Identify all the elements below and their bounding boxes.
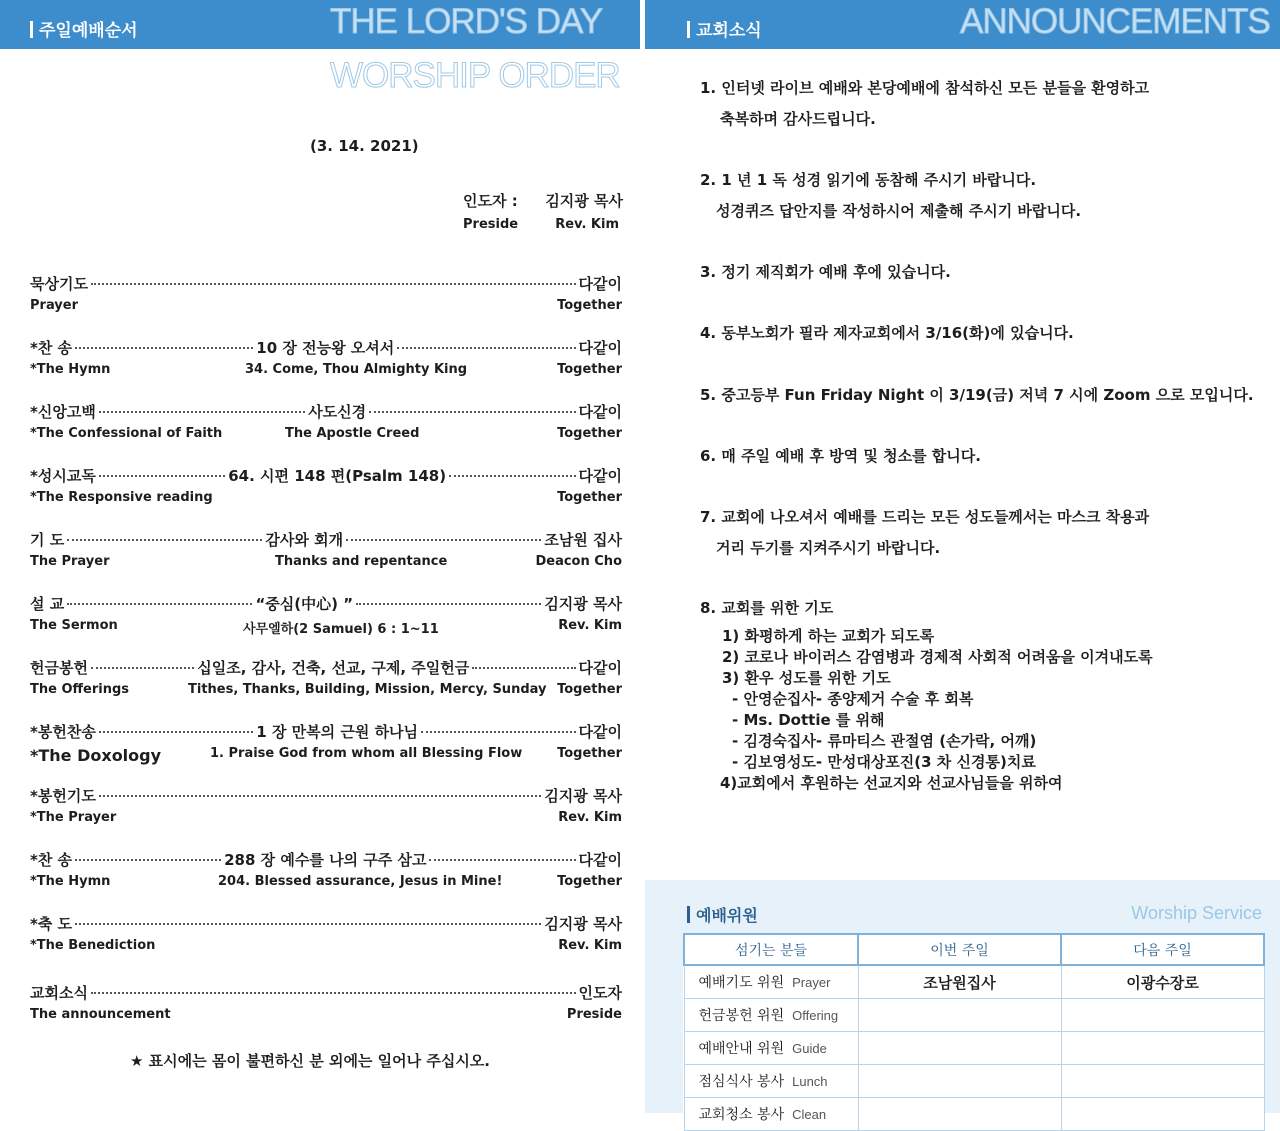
order-item-leader: 다같이 bbox=[578, 403, 623, 421]
prayer-item: 2) 코로나 바이러스 감염병과 경제적 사회적 어려움을 이겨내도록 bbox=[722, 648, 1153, 666]
this-week-cell bbox=[858, 1065, 1061, 1098]
next-week-cell bbox=[1061, 1098, 1264, 1131]
dot-leader bbox=[99, 475, 225, 477]
order-item-title: 설 교 bbox=[30, 595, 65, 613]
order-item-title-en: *The Hymn bbox=[30, 874, 111, 889]
order-item-leader: 김지광 목사 bbox=[544, 915, 622, 933]
dot-leader bbox=[99, 795, 542, 797]
role-name-en: Offering bbox=[792, 1008, 839, 1023]
order-item-leader-en: Together bbox=[557, 682, 622, 697]
order-item-title: 기 도 bbox=[30, 531, 65, 549]
order-item bbox=[30, 982, 622, 1028]
preside-block bbox=[463, 190, 623, 232]
order-item-center: 10 장 전능왕 오셔서 bbox=[256, 339, 395, 357]
header-label: 주일예배순서 bbox=[30, 16, 138, 41]
dot-leader bbox=[356, 603, 541, 605]
order-item bbox=[30, 913, 622, 959]
announcements-page bbox=[645, 0, 1280, 1123]
order-item-title: *축 도 bbox=[30, 915, 73, 933]
order-item-leader: 다같이 bbox=[578, 467, 622, 485]
order-item-title-en: The Offerings bbox=[30, 682, 130, 697]
order-item bbox=[30, 337, 622, 383]
prayer-item: 3) 환우 성도를 위한 기도 bbox=[722, 669, 891, 687]
order-item-leader: 김지광 목사 bbox=[544, 787, 622, 805]
order-item-center: 64. 시편 148 편(Psalm 148) bbox=[228, 467, 447, 485]
lords-day-title: THE LORD'S DAY bbox=[330, 2, 603, 41]
announcement-text-cont: 성경퀴즈 답안지를 작성하시어 제출해 주시기 바랍니다. bbox=[716, 202, 1082, 220]
order-item bbox=[30, 785, 622, 831]
role-name: 예배안내 위원 bbox=[698, 1041, 785, 1057]
order-item-leader-en: Together bbox=[557, 746, 622, 761]
order-item-title: *찬 송 bbox=[30, 851, 73, 869]
preside-name: 김지광 목사 bbox=[545, 192, 623, 210]
role-name: 교회청소 봉사 bbox=[698, 1107, 785, 1123]
announcement-item bbox=[700, 441, 981, 472]
table-row bbox=[684, 1032, 1264, 1065]
order-item-center: 십일조, 감사, 건축, 선교, 구제, 주일헌금 bbox=[197, 659, 470, 677]
dot-leader bbox=[75, 859, 221, 861]
worship-service-panel bbox=[645, 880, 1280, 1123]
order-item-title-en: *The Doxology bbox=[30, 746, 162, 765]
announcement-text: 4. 동부노회가 필라 제자교회에서 3/16(화)에 있습니다. bbox=[700, 324, 1074, 342]
announcement-item bbox=[700, 502, 1149, 564]
order-item bbox=[30, 465, 622, 511]
order-item-leader-en: Rev. Kim bbox=[558, 938, 622, 953]
announcement-text: 8. 교회를 위한 기도 bbox=[700, 599, 834, 617]
order-item-title: *봉헌찬송 bbox=[30, 723, 96, 741]
order-item-title: *성시교독 bbox=[30, 467, 96, 485]
order-item-title-en: *The Prayer bbox=[30, 810, 117, 825]
standing-notice: ★ 표시에는 몸이 불편하신 분 외에는 일어나 주십시오. bbox=[130, 1052, 490, 1070]
order-item bbox=[30, 529, 622, 575]
service-date: (3. 14. 2021) bbox=[310, 137, 419, 155]
order-item bbox=[30, 849, 622, 895]
preside-label-en: Preside bbox=[463, 217, 519, 232]
order-item-leader-en: Together bbox=[557, 426, 622, 441]
announcement-item bbox=[700, 73, 1149, 135]
order-item-title: 묵상기도 bbox=[30, 275, 88, 293]
dot-leader bbox=[67, 539, 262, 541]
order-item-center: 감사와 회개 bbox=[265, 531, 344, 549]
this-week-cell: 조남원집사 bbox=[858, 965, 1061, 999]
announcement-item bbox=[700, 165, 1081, 227]
worship-order-page bbox=[0, 0, 645, 1113]
prayer-item: - 김보영성도- 만성대상포진(3 차 신경통)치료 bbox=[732, 753, 1036, 771]
announcement-text: 6. 매 주일 예배 후 방역 및 청소를 합니다. bbox=[700, 447, 981, 465]
announcement-text: 5. 중고등부 Fun Friday Night 이 3/19(금) 저녁 7 시에 Zoom 으로 모입니다. bbox=[700, 386, 1254, 404]
dot-leader bbox=[397, 347, 575, 349]
role-name-en: Prayer bbox=[792, 975, 831, 990]
dot-leader bbox=[91, 283, 576, 285]
prayer-list bbox=[722, 626, 1153, 794]
worship-service-table bbox=[683, 933, 1265, 1131]
header-label: 교회소식 bbox=[687, 16, 762, 41]
dot-leader bbox=[421, 731, 575, 733]
order-item-leader: 다같이 bbox=[578, 723, 623, 741]
order-item bbox=[30, 721, 622, 767]
order-item-leader-en: Together bbox=[557, 298, 622, 313]
order-item-center-en: The Apostle Creed bbox=[285, 426, 420, 441]
this-week-cell bbox=[858, 1032, 1061, 1065]
order-item-leader: 인도자 bbox=[578, 984, 622, 1002]
role-name-en: Clean bbox=[792, 1107, 827, 1122]
role-name: 예배기도 위원 bbox=[698, 975, 785, 991]
announcements-title: ANNOUNCEMENTS bbox=[960, 2, 1270, 41]
this-week-cell bbox=[858, 1098, 1061, 1131]
dot-leader bbox=[449, 475, 575, 477]
order-item-leader-en: Together bbox=[557, 490, 622, 505]
table-row bbox=[684, 1098, 1264, 1131]
col-header: 다음 주일 bbox=[1061, 934, 1264, 965]
table-row bbox=[684, 999, 1264, 1032]
order-item-leader: 조남원 집사 bbox=[544, 531, 623, 549]
order-item-leader-en: Rev. Kim bbox=[558, 618, 622, 633]
role-name: 헌금봉헌 위원 bbox=[698, 1008, 785, 1024]
order-item-title-en: *The Confessional of Faith bbox=[30, 426, 223, 441]
order-item-title-en: Prayer bbox=[30, 298, 79, 313]
order-item-leader-en: Together bbox=[557, 362, 622, 377]
role-cell bbox=[684, 965, 858, 999]
order-item-leader-en: Preside bbox=[566, 1007, 622, 1022]
order-item-leader: 김지광 목사 bbox=[544, 595, 622, 613]
dot-leader bbox=[67, 603, 252, 605]
role-cell bbox=[684, 1098, 858, 1131]
role-cell bbox=[684, 1032, 858, 1065]
order-item-center-en: Tithes, Thanks, Building, Mission, Mercy, Sunday bbox=[188, 682, 547, 697]
announcement-text-cont: 거리 두기를 지켜주시기 바랍니다. bbox=[716, 539, 941, 557]
dot-leader bbox=[472, 667, 575, 669]
order-item-title-en: The Prayer bbox=[30, 554, 110, 569]
order-item-leader-en: Together bbox=[557, 874, 622, 889]
announcement-text: 1. 인터넷 라이브 예배와 본당예배에 참석하신 모든 분들을 환영하고 bbox=[700, 79, 1150, 97]
announcement-text-cont: 축복하며 감사드립니다. bbox=[720, 110, 876, 128]
order-item-center: “중심(中心) ” bbox=[255, 595, 354, 613]
col-header: 섬기는 분들 bbox=[684, 934, 858, 965]
worship-service-label: 예배위원 bbox=[687, 903, 758, 926]
order-item-leader-en: Rev. Kim bbox=[558, 810, 622, 825]
dot-leader bbox=[369, 411, 575, 413]
role-name-en: Guide bbox=[792, 1041, 827, 1056]
col-header: 이번 주일 bbox=[858, 934, 1061, 965]
order-item-leader: 다같이 bbox=[578, 659, 623, 677]
worship-service-label-en: Worship Service bbox=[1131, 903, 1262, 923]
role-name: 점심식사 봉사 bbox=[698, 1074, 785, 1090]
role-cell bbox=[684, 1065, 858, 1098]
order-item-leader: 다같이 bbox=[578, 339, 623, 357]
order-item-title-en: *The Responsive reading bbox=[30, 490, 213, 505]
announcement-text: 2. 1 년 1 독 성경 읽기에 동참해 주시기 바랍니다. bbox=[700, 171, 1037, 189]
order-item-title-en: The announcement bbox=[30, 1007, 171, 1022]
order-item-center-en: 34. Come, Thou Almighty King bbox=[245, 362, 468, 377]
next-week-cell bbox=[1061, 1065, 1264, 1098]
table-row bbox=[684, 965, 1264, 999]
dot-leader bbox=[91, 667, 194, 669]
order-item bbox=[30, 657, 622, 703]
dot-leader bbox=[91, 992, 576, 994]
order-item-center-en: 1. Praise God from whom all Blessing Flow bbox=[210, 746, 523, 761]
order-item-title-en: *The Benediction bbox=[30, 938, 156, 953]
next-week-cell: 이광수장로 bbox=[1061, 965, 1264, 999]
order-item-title-en: The Sermon bbox=[30, 618, 118, 633]
prayer-item: - Ms. Dottie 를 위해 bbox=[732, 711, 885, 729]
order-item bbox=[30, 593, 622, 639]
announcement-item bbox=[700, 380, 1254, 411]
order-item-title: *신앙고백 bbox=[30, 403, 96, 421]
announcement-text: 7. 교회에 나오셔서 예배를 드리는 모든 성도들께서는 마스크 착용과 bbox=[700, 508, 1150, 526]
announcement-item bbox=[700, 318, 1074, 349]
announcement-item bbox=[700, 593, 833, 624]
order-item bbox=[30, 273, 622, 319]
order-item-title: *찬 송 bbox=[30, 339, 73, 357]
order-item-title-en: *The Hymn bbox=[30, 362, 111, 377]
prayer-item: - 김경숙집사- 류마티스 관절염 (손가락, 어깨) bbox=[732, 732, 1037, 750]
order-item-center: 288 장 예수를 나의 구주 삼고 bbox=[224, 851, 427, 869]
order-item-title: 헌금봉헌 bbox=[30, 659, 88, 677]
worship-order-title: WORSHIP ORDER bbox=[330, 56, 620, 95]
order-item-center-en: 사무엘하(2 Samuel) 6 : 1~11 bbox=[243, 622, 439, 637]
order-item-center: 사도신경 bbox=[308, 403, 367, 421]
next-week-cell bbox=[1061, 999, 1264, 1032]
announcement-item bbox=[700, 257, 951, 288]
dot-leader bbox=[346, 539, 541, 541]
order-item-center-en: 204. Blessed assurance, Jesus in Mine! bbox=[218, 874, 503, 889]
order-item-leader-en: Deacon Cho bbox=[535, 554, 622, 569]
prayer-item: 1) 화평하게 하는 교회가 되도록 bbox=[722, 627, 935, 645]
announcement-text: 3. 정기 제직회가 예배 후에 있습니다. bbox=[700, 263, 951, 281]
prayer-item: - 안영순집사- 종양제거 수술 후 회복 bbox=[732, 690, 974, 708]
order-item-title: 교회소식 bbox=[30, 984, 88, 1002]
order-item bbox=[30, 401, 622, 447]
this-week-cell bbox=[858, 999, 1061, 1032]
role-cell bbox=[684, 999, 858, 1032]
order-item-center: 1 장 만복의 근원 하나님 bbox=[256, 723, 419, 741]
dot-leader bbox=[99, 731, 253, 733]
role-name-en: Lunch bbox=[792, 1074, 828, 1089]
order-item-center-en: Thanks and repentance bbox=[275, 554, 448, 569]
preside-label: 인도자 : bbox=[463, 192, 518, 210]
next-week-cell bbox=[1061, 1032, 1264, 1065]
prayer-item: 4)교회에서 후원하는 선교지와 선교사님들을 위하여 bbox=[720, 774, 1063, 792]
dot-leader bbox=[429, 859, 575, 861]
table-row bbox=[684, 1065, 1264, 1098]
order-item-leader: 다같이 bbox=[578, 275, 622, 293]
dot-leader bbox=[99, 411, 305, 413]
order-item-leader: 다같이 bbox=[578, 851, 623, 869]
preside-name-en: Rev. Kim bbox=[555, 217, 619, 232]
dot-leader bbox=[75, 347, 253, 349]
order-item-title: *봉헌기도 bbox=[30, 787, 96, 805]
dot-leader bbox=[75, 923, 541, 925]
